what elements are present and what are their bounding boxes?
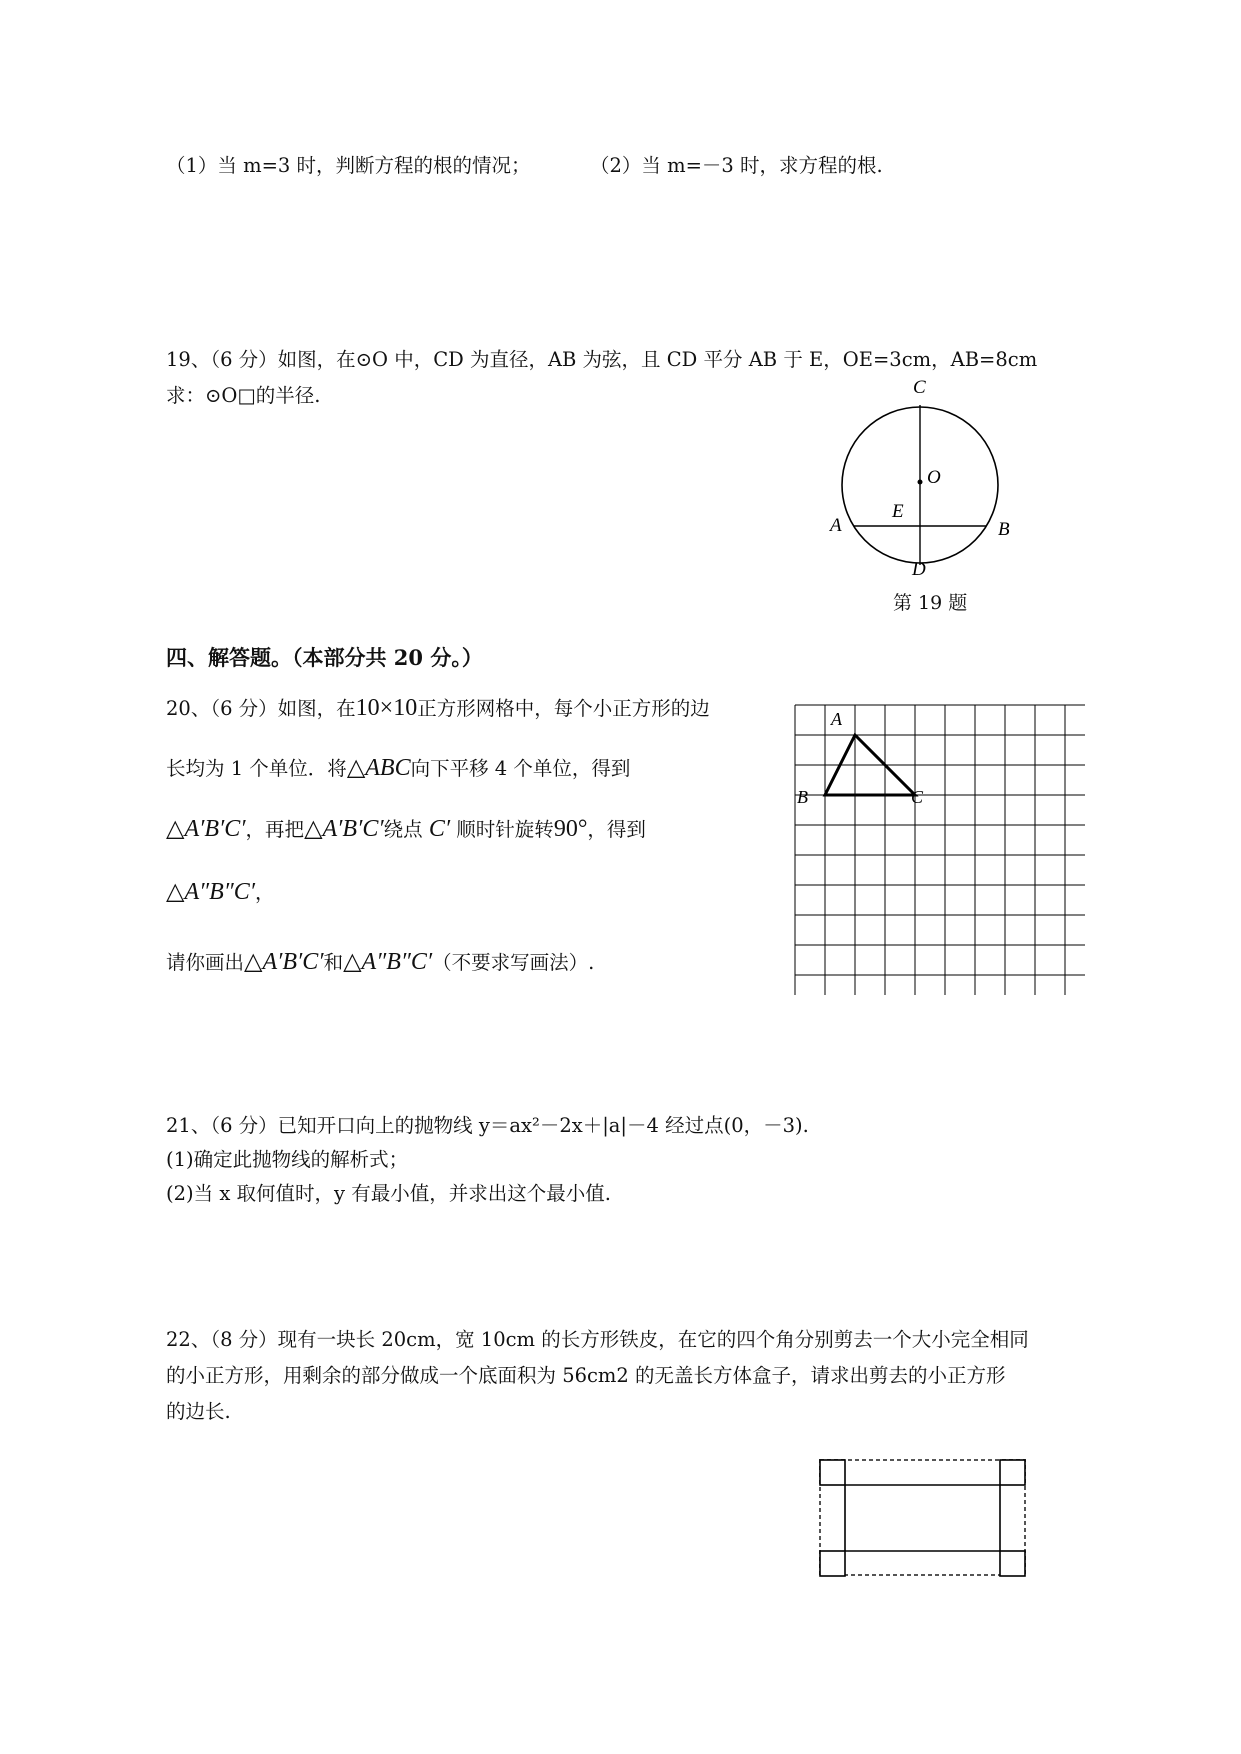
q20-l2-math: △ABC — [346, 755, 411, 781]
corner-square-tr — [1000, 1460, 1025, 1485]
q20-l4-math: △A″B″C′ — [166, 879, 256, 905]
grid-lines — [795, 705, 1085, 995]
q18-part2: （2）当 m=－3 时，求方程的根. — [590, 154, 883, 177]
q20-l5-math1: △A′B′C′ — [244, 949, 324, 975]
q22-box-figure — [815, 1455, 1035, 1585]
outer-sheet-dashed — [820, 1460, 1025, 1575]
q20-l2-b: 向下平移 4 个单位，得到 — [410, 757, 631, 780]
q20-l3-b: 绕点 — [383, 818, 423, 841]
q20-l3-math1: △A′B′C′ — [166, 816, 246, 842]
q19-caption: 第 19 题 — [893, 592, 968, 614]
q20-l2-a: 长均为 1 个单位．将 — [166, 757, 347, 780]
label-e: E — [892, 501, 904, 522]
q22-line3: 的边长. — [166, 1400, 231, 1423]
q21-line3: (2)当 x 取何值时，y 有最小值，并求出这个最小值. — [166, 1182, 611, 1205]
q20-l5-c: （不要求写画法）. — [432, 951, 595, 974]
q20-line1 — [166, 694, 710, 723]
q20-l3-math4: 90° — [553, 816, 588, 842]
q20-l1-math: 10×10 — [355, 695, 418, 721]
corner-square-bl — [820, 1551, 845, 1576]
q20-l5-a: 请你画出 — [166, 951, 245, 974]
q20-line5 — [166, 948, 594, 977]
q22-line1: 22、（8 分）现有一块长 20cm，宽 10cm 的长方形铁皮，在它的四个角分别剪去一个大小完全相同 — [166, 1328, 1029, 1351]
q18-part1: （1）当 m=3 时，判断方程的根的情况； — [166, 154, 531, 177]
q20-grid-figure — [785, 695, 1085, 995]
q19-circle-figure — [820, 375, 1020, 575]
grid-label-a: A — [831, 709, 842, 729]
q21-line2: (1)确定此抛物线的解析式； — [166, 1148, 409, 1171]
label-d: D — [912, 559, 926, 575]
q21-line1: 21、（6 分）已知开口向上的抛物线 y＝ax²－2x＋|a|－4 经过点(0，－3). — [166, 1114, 809, 1137]
label-o: O — [927, 467, 941, 488]
q19-line2: 求：⊙O□的半径. — [166, 384, 321, 407]
label-a: A — [830, 515, 842, 536]
q20-line2 — [166, 754, 630, 783]
q20-l3-a: ，再把 — [245, 818, 305, 841]
q22-line2: 的小正方形，用剩余的部分做成一个底面积为 56cm2 的无盖长方体盒子，请求出剪去的小正方形 — [166, 1364, 1006, 1387]
label-c: C — [913, 377, 926, 398]
center-point — [918, 480, 923, 485]
q20-line4 — [166, 878, 275, 907]
corner-square-tl — [820, 1460, 845, 1485]
q20-l5-b: 和 — [323, 951, 344, 974]
grid-label-c: C — [911, 787, 924, 807]
q20-l1-a: 20、（6 分）如图，在 — [166, 697, 356, 720]
q20-l3-math2: △A′B′C′ — [304, 816, 384, 842]
grid-label-b: B — [797, 787, 808, 807]
q20-line3 — [166, 815, 646, 844]
q19-line1: 19、（6 分）如图，在⊙O 中，CD 为直径，AB 为弦，且 CD 平分 AB 于 E，OE=3cm，AB=8cm — [166, 348, 1038, 371]
q20-l3-c: 顺时针旋转 — [456, 818, 554, 841]
q20-l4-a: ， — [255, 881, 275, 904]
q20-l3-math3: C′ — [428, 816, 451, 842]
q20-l3-d: ，得到 — [587, 818, 646, 841]
q20-l5-math2: △A″B″C′ — [343, 949, 433, 975]
q20-l1-b: 正方形网格中，每个小正方形的边 — [417, 697, 710, 720]
label-b: B — [998, 519, 1010, 540]
corner-square-br — [1000, 1551, 1025, 1576]
section-4-heading: 四、解答题。（本部分共 20 分。） — [166, 645, 483, 670]
